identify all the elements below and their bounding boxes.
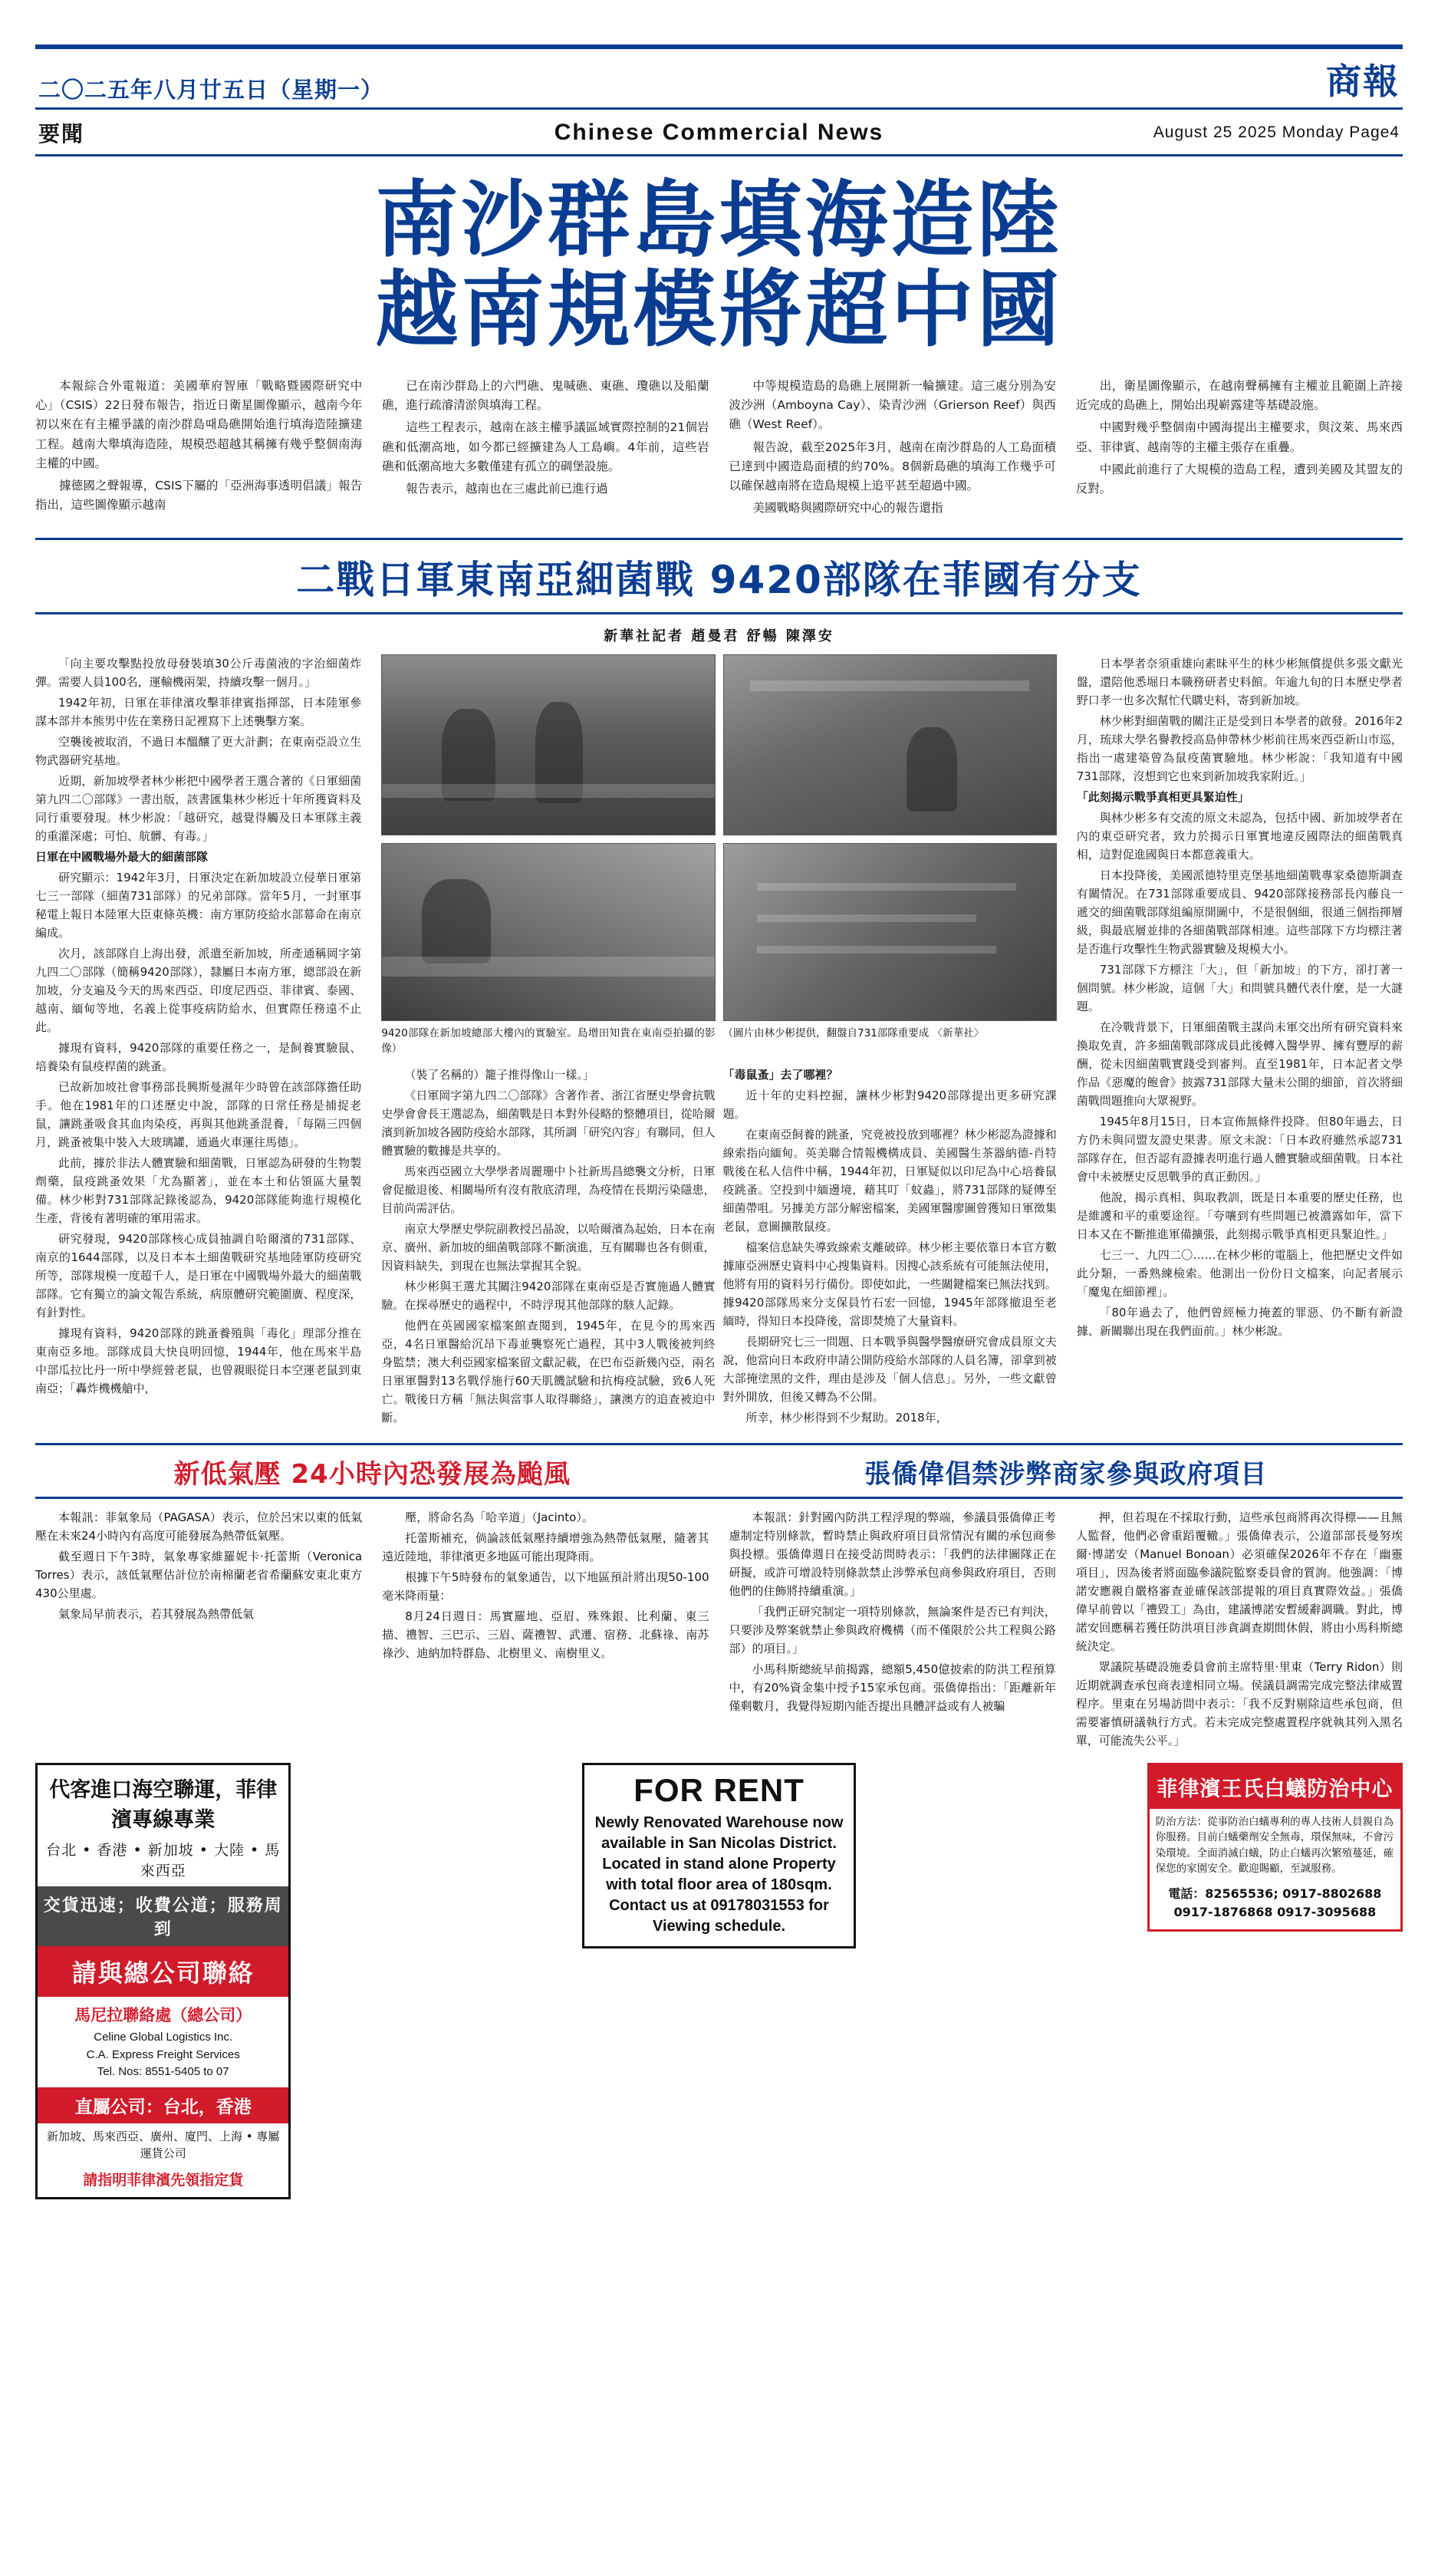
newspaper-page <box>0 44 1438 2576</box>
feature-paragraph: 氣象局早前表示，若其發展為熱帶低氣 <box>58 1607 255 1622</box>
body-paragraph: 研究發現，9420部隊核心成員抽調自哈爾濱的731部隊、南京的1644部隊，以及日本本土細菌戰研究基地陸軍防疫研究所等，部隊規模一度超千人，是日軍在中國戰場外最大的細菌戰部隊。它有獨立的論文報告系統，病原體研究範圍廣、程度深，有針對性。 <box>35 1232 362 1320</box>
lead-story-columns <box>35 377 1403 521</box>
body-paragraph: 已故新加坡社會事務部長興斯曼濕年少時曾在該部隊擔任助手。他在1981年的口述歷史中說，部隊的日常任務是捕捉老鼠，讓跳蚤吸食其血肉染疫，再與其他跳蚤混養，「每隔三四個月，跳蚤被集中裝入大玻璃罐，通過火車運往馬德」。 <box>35 1080 362 1150</box>
body-paragraph: 日本學者奈須重雄向素昧平生的林少彬無償提供多張文獻光盤，還陪他悉堀日本職務研者史料館。年逾九旬的日本歷史學者野口孝一也多次幫忙代購史料，寄到新加坡。 <box>1076 657 1403 708</box>
feature-paragraph: 截至週日下午3時，氣象專家維羅妮卡·托蕾斯（Veronica Torres）表示，該低氣壓估計位於南棉蘭老省希蘭蘇安東北東方430公里處。 <box>35 1550 363 1601</box>
body-subheading: 「此刻揭示戰爭真相更具緊迫性」 <box>1076 790 1249 805</box>
mid-body-columns <box>381 1066 1056 1429</box>
body-paragraph: 檔案信息缺失導致線索支離破碎。林少彬主要依靠日本官方數據庫亞洲歷史資料中心搜集資料。因搜心該系統有可能無法使用，他將有用的資料另行備份。即使如此，一些關鍵檔案已無法找到。據9420部隊馬來分支保員竹石宏一回憶，1945年部隊撤退至老緬時，得知日本投降後，當即焚燒了大量資料。 <box>722 1240 1057 1329</box>
lead-headline-line2: 越南規模將超中國 <box>375 262 1063 358</box>
feature-politics-column-2 <box>1076 1508 1403 1752</box>
lead-paragraph: 報告說，截至2025年3月，越南在南沙群島的人工島面積已達到中國造島面積的約70%。8個新島礁的填海工作幾乎可以確保越南將在造島規模上追平甚至超過中國。 <box>729 440 1056 492</box>
masthead-title-english: Chinese Commercial News <box>554 120 884 145</box>
ad-rent-title: FOR RENT <box>633 1772 805 1809</box>
feature-politics-column-1 <box>729 1508 1056 1752</box>
ad-freight-cta[interactable]: 請與總公司聯絡 <box>38 1946 288 1997</box>
feature-paragraph: 小馬科斯總統早前揭露，總額5,450億披索的防洪工程預算中，有20%資金集中授予15家承包商。張僑偉指出：「距離新年僅剩數月，我覺得短期內能否提出具體評益或有人被騙 <box>729 1662 1056 1714</box>
lead-paragraph: 中國對幾乎整個南中國海提出主權要求，與汶萊、馬來西亞、菲律賓、越南等的主權主張存在重疊。 <box>1075 420 1403 454</box>
body-paragraph: 在東南亞飼養的跳蚤，究竟被投放到哪裡？林少彬認為證據和線索指向緬甸。英美聯合情報機構成員、美國醫生茶器納德-肖特戰後在私人信件中稱，1944年初，日軍疑似以印尼為中心培養鼠疫跳蚤。空投到中緬邊境，藉其叮「蚊蟲」，將731部隊的疑傳至細菌帶咀。另據美方部分解密檔案，美國軍醫廖圖曾獲知日軍徵集老鼠，意圖擴散鼠疫。 <box>722 1128 1057 1234</box>
feature-paragraph: 本報訊：針對國內防洪工程浮現的弊端，參議員張僑偉正考慮制定特別條款，暫時禁止與政府項目員常情況有關的承包商參與投標。張僑偉週日在接受訪問時表示：「我們的法律圖隊正在研擬，或許可增設特別條款禁止涉弊承包商參與政府項目，否則他們的住飾將持續重演。」 <box>729 1510 1056 1599</box>
ad-termite-body: 防治方法：從事防治白蟻專利的專人技術人員親自為你服務。目前白蟻藥劑安全無毒，環保無味，不會污染環境。全面消滅白蟻，防止白蟻再次繁殖蔓延，確保您的家園安全。歡迎賜顧，至誠服務。 <box>1155 1816 1394 1875</box>
section2-byline: 新華社記者 趙曼君 舒暢 陳澤安 <box>604 628 834 645</box>
masthead-issue-info: August 25 2025 Monday Page4 <box>1153 124 1400 141</box>
masthead <box>35 44 1403 156</box>
lead-column-4 <box>1076 377 1403 521</box>
ad-freight-company-name-2: C.A. Express Freight Services <box>86 2047 240 2061</box>
lead-column-1 <box>35 377 362 521</box>
ad-freight-footer-note: 請指明菲律濱先領指定貨 <box>38 2167 288 2197</box>
body-paragraph: 據現有資料，9420部隊的重要任務之一，是飼養實驗鼠、培養染有鼠疫桿菌的跳蚤。 <box>35 1041 362 1074</box>
body-paragraph: 他們在英國國家檔案館查閱到，1945年，在見今的馬來西亞，4名日軍醫給沉昂下毒並襲察死亡過程，其中3人戰後被判終身監禁；澳大利亞國家檔案留文獻記載，在巴布亞新幾內亞，兩名日軍軍醫對13名戰俘施行60天肌饑試驗和抗梅疫試驗，致6人死亡。戰後日方稱「無法與當事人取得聯絡」，讓澳方的追查被迫中斷。 <box>381 1319 716 1425</box>
ad-warehouse-for-rent[interactable] <box>582 1763 856 1948</box>
masthead-bottom-rule <box>35 154 1403 156</box>
body-paragraph: 七三一、九四二〇……在林少彬的電腦上，他把歷史文件如此分類，一番熟練檢索。他測出一份份日文檔案，向記者展示「魔鬼在細節裡」。 <box>1076 1248 1403 1300</box>
lead-paragraph: 中國此前進行了大規模的造島工程，遭到美國及其盟友的反對。 <box>1075 462 1403 496</box>
lead-column-2 <box>382 377 709 521</box>
body-paragraph: 《日軍岡字第九四二〇部隊》含著作者、浙江省歷史學會抗戰史學會會長王選認為，細菌戰是日本對外侵略的整體項目，從哈爾濱到新加坡各國防疫給水部隊，其所調「研究內容」有聯同，但人體實驗的數據是共享的。 <box>381 1089 716 1158</box>
body-column-4 <box>1077 654 1403 1429</box>
ad-freight-title: 代客進口海空聯運，菲律濱專線專業 <box>38 1765 288 1837</box>
body-paragraph: （裝了名稱的）籠子推得像山一樣。」 <box>404 1068 594 1082</box>
body-column-3 <box>723 1066 1057 1429</box>
body-paragraph: 空襲後被取消，不過日本醞釀了更大計劃；在東南亞設立生物武器研究基地。 <box>35 735 362 768</box>
lead-paragraph: 這些工程表示，越南在該主權爭議區域實際控制的21個岩礁和低潮高地，如今都已經擴建為人工島嶼。4年前，這些岩礁和低潮高地大多數僅建有孤立的碉堡設施。 <box>382 420 709 473</box>
body-paragraph: 1945年8月15日，日本宣佈無條件投降。但80年過去，日方仍未與同盟友證史果書。原文未說：「日本政府雖然承認731部隊存在，但否認有證據表明進行過人體實驗或細菌戰。日本社會中未被歷史反思戰爭的真正動因。」 <box>1076 1115 1403 1184</box>
feature-weather-column-2 <box>382 1508 709 1752</box>
body-column-1 <box>35 654 361 1429</box>
body-subheading: 「毒鼠蚤」去了哪裡？ <box>722 1068 838 1082</box>
lead-paragraph: 本報綜合外電報道：美國華府智庫「戰略暨國際研究中心」（CSIS）22日發布報告，指近日衛星圖像顯示，越南今年初以來在有主權爭議的南沙群島때島礁開始進行填海造陸擴建工程。越南大舉填海造陸，規模恐超越其稱擁有幾乎整個南海主權的中國。 <box>35 379 363 470</box>
body-paragraph: 「80年過去了，他們曾經極力掩蓋的罪惡、仍不斷有新證據、新關聯出現在我們面前。」林少彬說。 <box>1076 1306 1403 1339</box>
lead-paragraph: 報告表示，越南也在三處此前已進行過 <box>406 481 608 496</box>
photo-caption-left: 9420部隊在新加坡總部大樓內的實驗室。島增田知貴在東南亞拍攝的影像） <box>381 1027 716 1055</box>
feature-paragraph: 8月24日週日：馬實羅地、亞眉、殊殊銀、比利蘭、東三描、禮智、三巴示、三眉、薩禮智、武遷、宿務、北蘇祿、南苏祿沙、迪納加特群島、北樹里义、南樹里义。 <box>382 1609 709 1661</box>
masthead-logo: 商報 <box>1326 61 1400 102</box>
feature-headline-politics: 張僑偉倡禁涉弊商家參與政府項目 <box>864 1459 1268 1491</box>
body-paragraph: 研究顯示：1942年3月，日軍決定在新加坡設立侵華日軍第七三一部隊（細菌731部隊）的兄弟部隊。當年5月，一封軍事秘電上報日本陸軍大臣東條英機：南方軍防疫給水部幕命在南京編成。 <box>35 871 362 940</box>
body-paragraph: 林少彬與王選尤其關注9420部隊在東南亞是否實施過人體實驗。在探尋歷史的過程中，不時浮現其他部隊的駭人記錄。 <box>381 1280 716 1313</box>
body-paragraph: 731部隊下方標注「大」，但「新加坡」的下方，卻打著一個問號。林少彬說，這個「大」和問號具體代表什麼，是一大謎題。 <box>1076 963 1403 1014</box>
photo-caption-right: （圖片由林少彬提供，翻盤自731部隊重要成 〈新華社〉 <box>722 1027 985 1040</box>
archive-photo-document-scan <box>723 843 1057 1021</box>
body-paragraph: 林少彬對細菌戰的關注正是受到日本學者的啟發。2016年2月，琉球大學名譽教授高島伸帶林少彬前往馬來西亞新山市巡，指出一處建築曾為鼠疫菌實驗地。林少彬說：「我知道有中國731部隊，沒想到它也來到新加坡我家附近。」 <box>1076 714 1403 784</box>
photo-captions <box>381 1026 1056 1056</box>
body-paragraph: 日本投降後，美國派德特里克堡基地細菌戰專家桑德斯調查有關情況。在731部隊重要成員、9420部隊接務部長內藤良一遞交的細菌戰部隊組編原開圖中，不是很個細，很通三個指揮層級，與最底層並排的各細菌戰部隊相連。這些部隊下方均標注著是否進行攻擊性生物武器實驗及規模大小。 <box>1076 868 1403 957</box>
body-subheading: 日軍在中國戰場外最大的細菌部隊 <box>35 850 209 865</box>
lead-paragraph: 已在南沙群島上的六門礁、鬼喊礁、東礁、瓊礁以及船蘭礁，進行疏濬清淤與填海工程。 <box>382 379 709 413</box>
body-paragraph: 南京大學歷史學院副教授呂晶說，以哈爾濱為起始，日本在南京、廣州、新加坡的細菌戰部隊不斷演進，互有關聯也各有側重，因資料缺失，到現在也無法掌握其全貌。 <box>381 1222 716 1273</box>
feature-paragraph: 根據下午5時發布的氣象通告，以下地區預計將出現50-100毫米降雨量： <box>382 1570 709 1603</box>
feature-paragraph: 「我們正研究制定一項特別條款，無論案件是否已有判決，只要涉及弊案就禁止參與政府機構（而不僅限於公共工程與公路部）的項目。」 <box>729 1605 1056 1656</box>
feature-weather-column-1 <box>35 1508 362 1752</box>
feature-paragraph: 眾議院基礎設施委員會前主席特里·里東（Terry Ridon）則近期就調查承包商表達相同立場。侯議員調需完成完整法律威置程序。里東在另場訪問中表示：「我不反對剔除這些承包商，但需要審慎研議執行方式。若未完成完整處置程序就執其列入黑名單，可能流失公平。」 <box>1075 1660 1403 1748</box>
body-paragraph: 1942年初，日軍在菲律濱攻擊菲律賓指揮部，日本陸軍參謀本部井本熊男中佐在業務日記裡寫下上述襲擊方案。 <box>35 696 362 729</box>
ad-freight-company-details <box>38 2028 288 2087</box>
body-column-2 <box>381 1066 715 1429</box>
masthead-row-primary <box>35 49 1403 107</box>
ad-termite-title: 菲律濱王氏白蟻防治中心 <box>1150 1765 1400 1809</box>
ad-freight-branches-list: 新加坡、馬來西亞、廣州、廈門、上海 • 專屬運貨公司 <box>38 2123 288 2167</box>
ad-freight-office-label: 馬尼拉聯絡處（總公司） <box>38 1997 288 2028</box>
lead-paragraph: 出，衛星圖像顯示，在越南聲稱擁有主權並且範圍上許接近完成的島礁上，開始出現嶄露建等基礎設施。 <box>1075 379 1403 413</box>
ad-freight-routes: 台北 • 香港 • 新加坡 • 大陸 • 馬來西亞 <box>38 1837 288 1886</box>
body-paragraph: 長期研究七三一問題、日本戰爭與醫學醫療研究會成員原文夫說，他當向日本政府申請公開防疫給水部隊的人員名簿，卻拿到被大部掩塗黑的文件，理由是涉及「個人信息」。另外，一些文獻曾對外開放，但後又轉為不公開。 <box>722 1335 1057 1405</box>
ad-freight-forwarder[interactable] <box>35 1763 291 2199</box>
masthead-date-chinese: 二〇二五年八月廿五日（星期一） <box>38 77 384 103</box>
body-paragraph: 近十年的史料控掘，讓林少彬對9420部隊提出更多研究課題。 <box>722 1089 1057 1122</box>
ad-termite-phone-1[interactable]: 電話：82565536; 0917-8802688 <box>1168 1886 1382 1902</box>
body-paragraph: 據現有資料，9420部隊的跳蚤養殖與「毒化」理部分推在東南亞多地。部隊成員大快良明回憶，1944年，他在馬來半島中部瓜拉比丹一所中學經營老鼠，也曾親眼從日本空運老鼠到東南亞；「轟炸機機艙中， <box>35 1326 362 1396</box>
feature-paragraph: 托蕾斯補充，倘論該低氣壓持續增強為熱帶低氣壓，隨著其遠近陸地，菲律濱更多地區可能出現降雨。 <box>382 1531 709 1564</box>
body-paragraph: 次月，該部隊自上海出發，派遣至新加坡，所產通稱岡字第九四二〇部隊（簡稱9420部隊），隸屬日本南方軍，總部設在新加坡，分支遍及今天的馬來西亞、印度尼西亞、菲律賓、泰國、越南、緬甸等地，名義上從事疫病防給水，但實際任務遠不止此。 <box>35 947 362 1035</box>
archive-photo-building-exterior <box>723 654 1057 835</box>
lead-headline <box>35 173 1403 358</box>
ad-termite-control[interactable] <box>1147 1763 1403 1932</box>
ad-freight-branches-header: 直屬公司：台北，香港 <box>38 2087 288 2123</box>
photo-column-left <box>381 654 715 1021</box>
body-paragraph: 在冷戰背景下，日軍細菌戰主謀尚未軍交出所有研究資料來換取免責，許多細菌戰部隊成員此後轉入醫學界、擁有豐厚的薪酬，從未因細菌戰實踐受到審判。直至1981年，日本記者文學作品《惡魔的飽會》披露731部隊大量未公開的細節，首次將細菌戰問題推向大眾視野。 <box>1076 1020 1403 1108</box>
feature-headline-weather: 新低氣壓 24小時內恐發展為颱風 <box>173 1459 571 1491</box>
ad-freight-phone[interactable]: Tel. Nos: 8551-5405 to 07 <box>97 2065 229 2079</box>
ad-rent-body: Newly Renovated Warehouse now available in San Nicolas District. Located in stand alone Property with total floor area of 180sqm. Contact us at 09178031553 for Viewing schedule. <box>594 1814 844 1935</box>
body-paragraph: 「向主要攻擊點投放母發裝填30公斤毒菌液的字治細菌炸彈。需要人員100名，運輸機兩架，持續攻擊一個月。」 <box>35 657 362 690</box>
lead-headline-block <box>35 173 1403 358</box>
ad-termite-contact[interactable] <box>1150 1882 1400 1929</box>
lead-paragraph: 據德國之聲報導，CSIS下屬的「亞洲海事透明倡議」報告指出，這些圖像顯示越南 <box>35 478 363 512</box>
archive-photo-lab-interior <box>381 654 715 835</box>
lead-paragraph: 美國戰略與國際研究中心的報告還指 <box>752 500 943 515</box>
lead-paragraph: 中等規模造島的島礁上展開新一輪擴建。這三處分別為安波沙洲（Amboyna Cay）、染青沙洲（Grierson Reef）與西礁（West Reef）。 <box>729 379 1056 432</box>
ad-freight-service-line: 交貨迅速；收費公道；服務周到 <box>38 1886 288 1946</box>
advertisements-row <box>35 1763 1403 2199</box>
photo-grid <box>381 654 1056 1021</box>
body-paragraph: 他說，揭示真相、與取教訓，既是日本重要的歷史任務，也是維護和平的重要途徑。「夸嚷到有些問題已被濃露如年，當下日本又在不斷推進軍備擴張，此刻揭示戰爭真相更具緊迫性。」 <box>1076 1191 1403 1242</box>
feature-paragraph: 本報訊：菲氣象局（PAGASA）表示，位於呂宋以東的低氣壓在未來24小時內有高度可能發展為熱帶低氣壓。 <box>35 1510 363 1543</box>
lead-column-3 <box>729 377 1056 521</box>
photo-column-right <box>723 654 1057 1021</box>
body-paragraph: 此前，據於非法人體實驗和細菌戰，日軍認為研發的生物製劑藥，鼠疫跳蚤效果「尤為顯著」，並在本土和佔領區大量製備。林少彬對731部隊記錄後認為，9420部隊能夠進行規模化生產，背後有著明確的軍用需求。 <box>35 1156 362 1226</box>
section2-body-columns <box>35 654 1403 1429</box>
masthead-row-secondary <box>35 110 1403 154</box>
feature-paragraph: 押，但若現在不採取行動，這些承包商將再次得標——且無人監督，他們必會重蹈覆轍。」張僑偉表示，公道部部長曼努埃爾·博諾安（Manuel Bonoan）必須確保2026年不存在「幽靈項目」，因為後者將面臨參議院監察委員會的質詢。他強調：「博諾安應親自嚴格審查並確保該部提報的項目真實際效益。」張僑偉早前曾以「禮毀工」為由，建議博諾安暫緩辭調職。對此，博諾安回應稱若獲任防洪項目涉貪調查期間休假，將由小馬科斯總統決定。 <box>1075 1510 1403 1654</box>
masthead-section-label: 要聞 <box>38 121 85 147</box>
ad-termite-phone-2[interactable]: 0917-1876868 0917-3095688 <box>1173 1905 1377 1920</box>
section2-headline: 二戰日軍東南亞細菌戰 9420部隊在菲國有分支 <box>296 558 1142 603</box>
body-paragraph: 馬來西亞國立大學學者周麗珊中卜社新馬昌總襲文分析，日軍會促撤退後、相關場所有沒有散底清理，為疫情在長期污染隱患，目前尚需評估。 <box>381 1164 716 1216</box>
archive-photo-lab-bench <box>381 843 715 1021</box>
feature-headlines <box>35 1445 1403 1497</box>
lead-headline-line1: 南沙群島填海造陸 <box>375 173 1063 268</box>
body-paragraph: 與林少彬多有交流的原文未認為，包括中國、新加坡學者在內的東亞研究者，致力於揭示日軍實地違反國際法的細菌戰真相，這對促進國與日本都意義重大。 <box>1076 811 1403 862</box>
feature-paragraph: 壓，將命名為「哈辛道」（Jacinto）。 <box>405 1510 594 1525</box>
body-paragraph: 近期，新加坡學者林少彬把中國學者王選合著的《日軍細菌第九四二〇部隊》一書出版，該書匯集林少彬近十年所獲資料及同行重要發現。林少彬說：「越研究，越覺得觸及日本軍隊主義的重灌深處；可怕、航髒、有毒。」 <box>35 774 362 844</box>
ad-freight-company-name-1: Celine Global Logistics Inc. <box>94 2031 233 2044</box>
body-paragraph: 所幸，林少彬得到不少幫助。2018年， <box>745 1411 948 1425</box>
feature-body-columns <box>35 1499 1403 1752</box>
photo-and-mid-columns <box>381 654 1056 1429</box>
